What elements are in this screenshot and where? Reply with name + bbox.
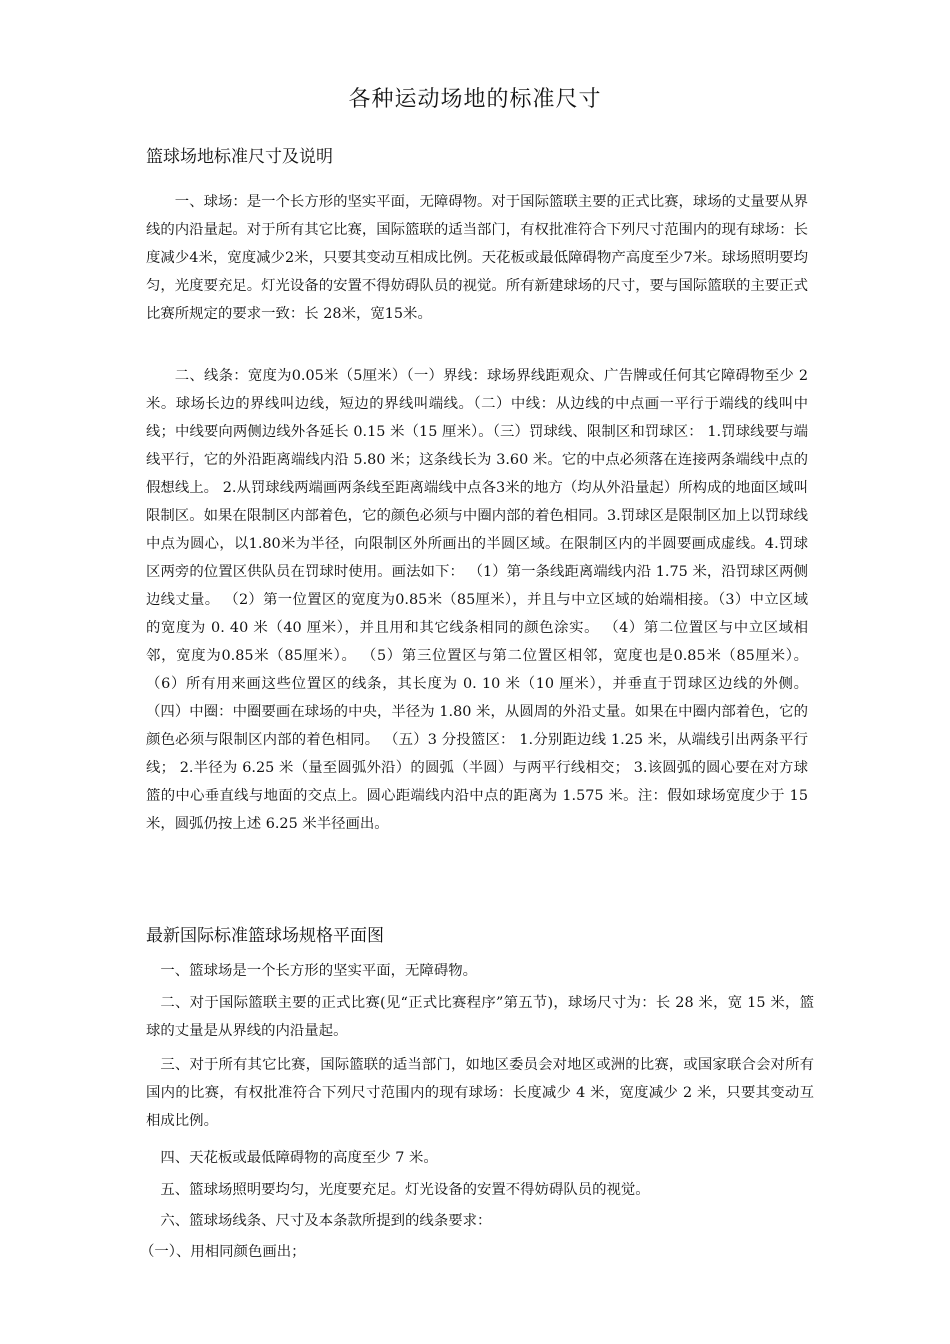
- paragraph-court: 一、球场：是一个长方形的坚实平面，无障碍物。对于国际篮联主要的正式比赛，球场的丈量要从界线的内沿量起。对于所有其它比赛，国际篮联的适当部门，有权批准符合下列尺寸范围内的现有球场：长度减少4米，宽度减少2米，只要其变动互相成比例。天花板或最低障碍物产高度至少7米。球场照明要均匀，光度要充足。灯光设备的安置不得妨碍队员的视觉。所有新建球场的尺寸，要与国际篮联的主要正式比赛所规定的要求一致：长 28米，宽15米。: [146, 194, 808, 322]
- list-item: 五、篮球场照明要均匀，光度要充足。灯光设备的安置不得妨碍队员的视觉。: [160, 1182, 650, 1198]
- list-item: 一、篮球场是一个长方形的坚实平面，无障碍物。: [160, 963, 477, 979]
- list-item: 六、篮球场线条、尺寸及本条款所提到的线条要求：: [160, 1213, 492, 1229]
- section-heading-court-plan: 最新国际标准篮球场规格平面图: [146, 926, 384, 946]
- list-item: （一）、用相同颜色画出；: [140, 1244, 306, 1260]
- list-item: 三、对于所有其它比赛，国际篮联的适当部门，如地区委员会对地区或洲的比赛，或国家联合会对所有国内的比赛，有权批准符合下列尺寸范围内的现有球场：长度减少 4 米，宽度减少 2 米，只要其变动互相成比例。: [146, 1057, 814, 1129]
- list-item: 二、对于国际篮联主要的正式比赛(见“正式比赛程序”第五节)，球场尺寸为：长 28 米，宽 15 米，篮球的丈量是从界线的内沿量起。: [146, 995, 814, 1039]
- section-heading-court-standard: 篮球场地标准尺寸及说明: [146, 147, 333, 167]
- paragraph-lines: 二、线条：宽度为0.05米（5厘米）（一）界线：球场界线距观众、广告牌或任何其它障碍物至少 2 米。球场长边的界线叫边线，短边的界线叫端线。（二）中线：从边线的中点画一平行于端线的线叫中线；中线要向两侧边线外各延长 0.15 米（15 厘米）。（三）罚球线、限制区和罚球区： 1.罚球线要与端线平行，它的外沿距离端线内沿 5.80 米；这条线长为 3.60 米。它的中点必须落在连接两条端线中点的假想线上。 2.从罚球线两端画两条线至距离端线中点各3米的地方（均从外沿量起）所构成的地面区域叫限制区。如果在限制区内部着色，它的颜色必须与中圈内部的着色相同。3.罚球区是限制区加上以罚球线中点为圆心，以1.80米为半径，向限制区外所画出的半圆区域。在限制区内的半圆要画成虚线。4.罚球区两旁的位置区供队员在罚球时使用。画法如下： （1）第一条线距离端线内沿 1.75 米，沿罚球区两侧边线丈量。 （2）第一位置区的宽度为0.85米（85厘米），并且与中立区域的始端相接。（3）中立区域的宽度为 0. 40 米（40 厘米），并且用和其它线条相同的颜色涂实。 （4）第二位置区与中立区域相邻，宽度为0.85米（85厘米）。 （5）第三位置区与第二位置区相邻，宽度也是0.85米（85厘米）。 （6）所有用来画这些位置区的线条，其长度为 0. 10 米（10 厘米），并垂直于罚球区边线的外侧。 （四）中圈：中圈要画在球场的中央，半径为 1.80 米，从圆周的外沿丈量。如果在中圈内部着色，它的颜色必须与限制区内部的着色相同。 （五）3 分投篮区： 1.分别距边线 1.25 米，从端线引出两条平行线； 2.半径为 6.25 米（量至圆弧外沿）的圆弧（半圆）与两平行线相交； 3.该圆弧的圆心要在对方球篮的中心垂直线与地面的交点上。圆心距端线内沿中点的距离为 1.575 米。注：假如球场宽度少于 15 米，圆弧仍按上述 6.25 米半径画出。: [146, 368, 808, 832]
- page-title: 各种运动场地的标准尺寸: [348, 87, 602, 112]
- list-item: 四、天花板或最低障碍物的高度至少 7 米。: [160, 1150, 438, 1166]
